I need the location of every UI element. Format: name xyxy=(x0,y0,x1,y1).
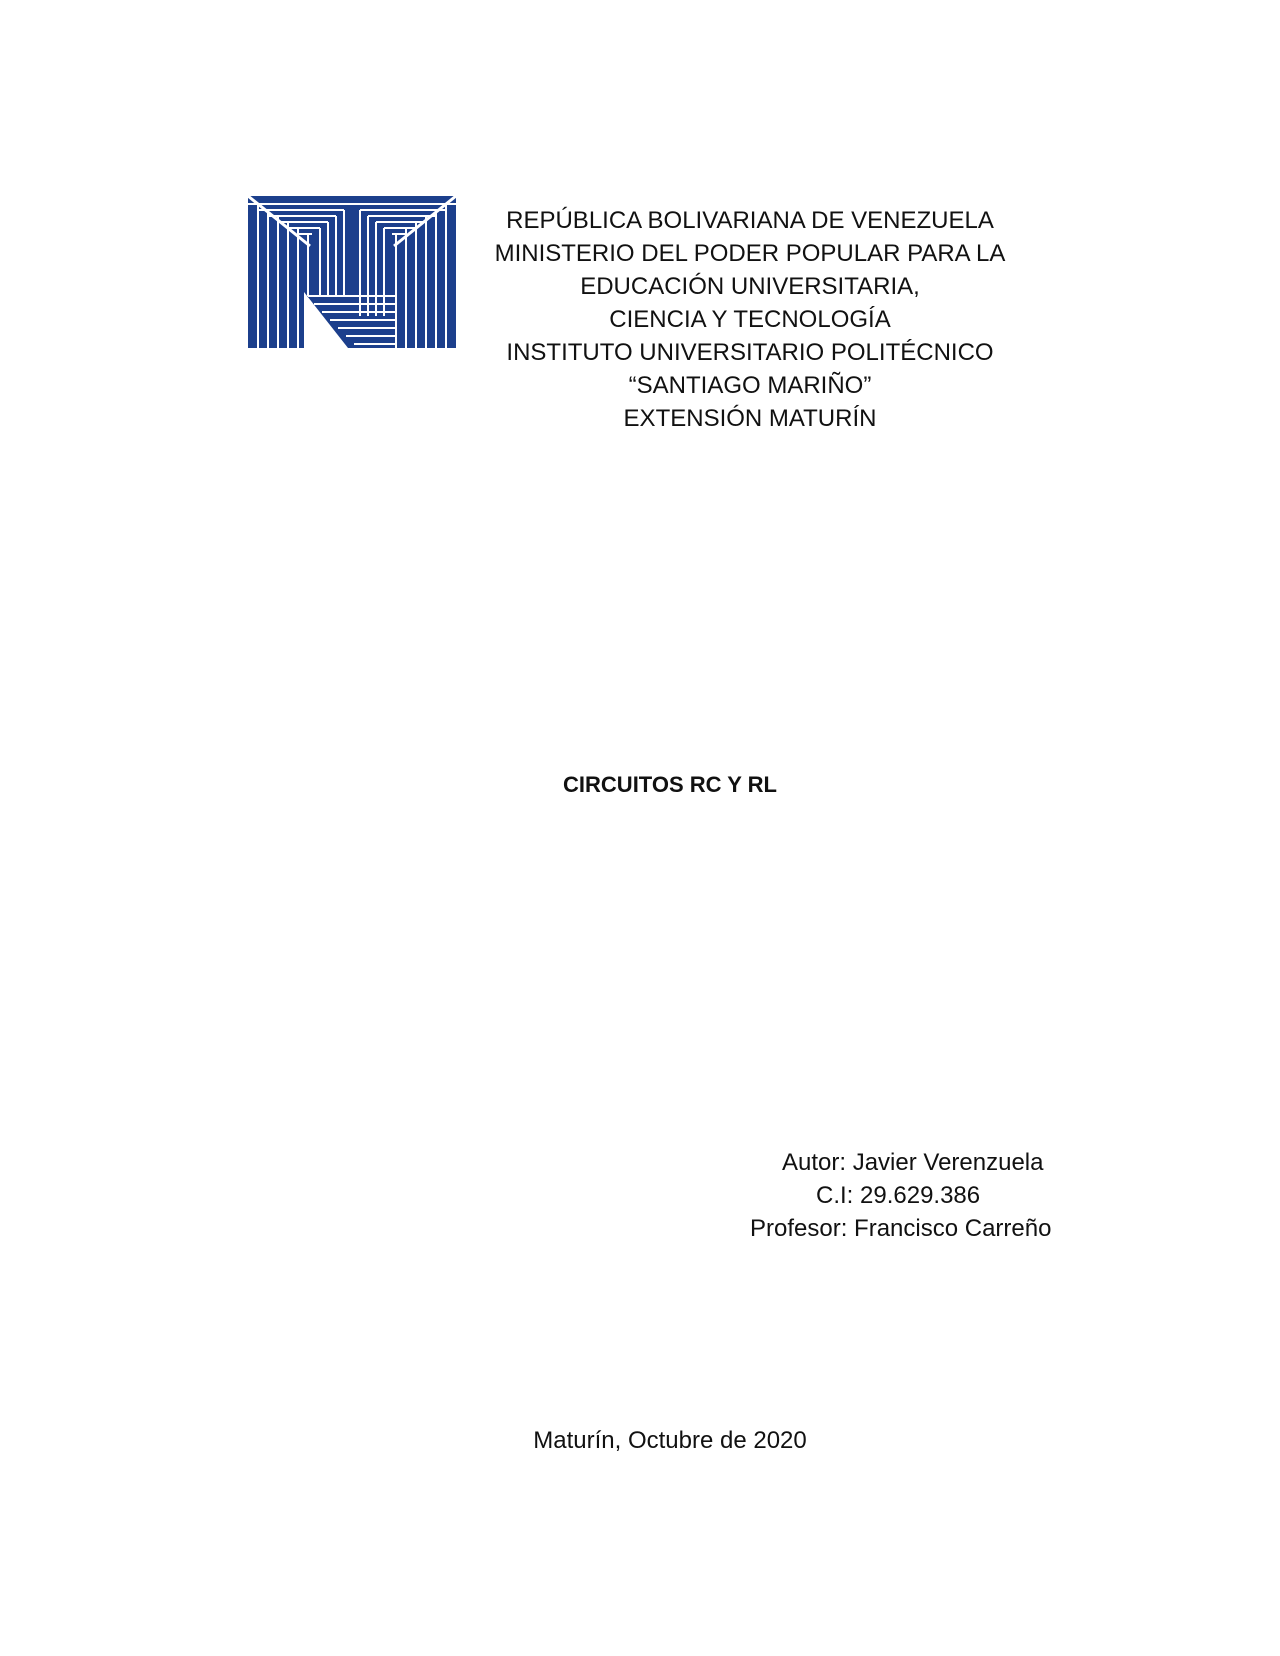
author-id: C.I: 29.629.386 xyxy=(816,1182,981,1209)
author-name: Autor: Javier Verenzuela xyxy=(782,1149,1044,1176)
institute-logo-icon xyxy=(248,196,456,348)
document-title: CIRCUITOS RC Y RL xyxy=(563,772,777,797)
header-line: EDUCACIÓN UNIVERSITARIA, xyxy=(580,273,920,300)
header-line: CIENCIA Y TECNOLOGÍA xyxy=(609,306,891,333)
author-block xyxy=(720,1146,1100,1245)
place-date: Maturín, Octubre de 2020 xyxy=(533,1427,807,1454)
header-line: INSTITUTO UNIVERSITARIO POLITÉCNICO xyxy=(506,339,994,366)
header-line: EXTENSIÓN MATURÍN xyxy=(623,405,877,432)
institution-header xyxy=(470,204,1030,435)
professor-name: Profesor: Francisco Carreño xyxy=(750,1215,1052,1242)
header-line: MINISTERIO DEL PODER POPULAR PARA LA xyxy=(494,240,1006,267)
header-line: “SANTIAGO MARIÑO” xyxy=(628,372,872,399)
header-line: REPÚBLICA BOLIVARIANA DE VENEZUELA xyxy=(506,207,994,234)
